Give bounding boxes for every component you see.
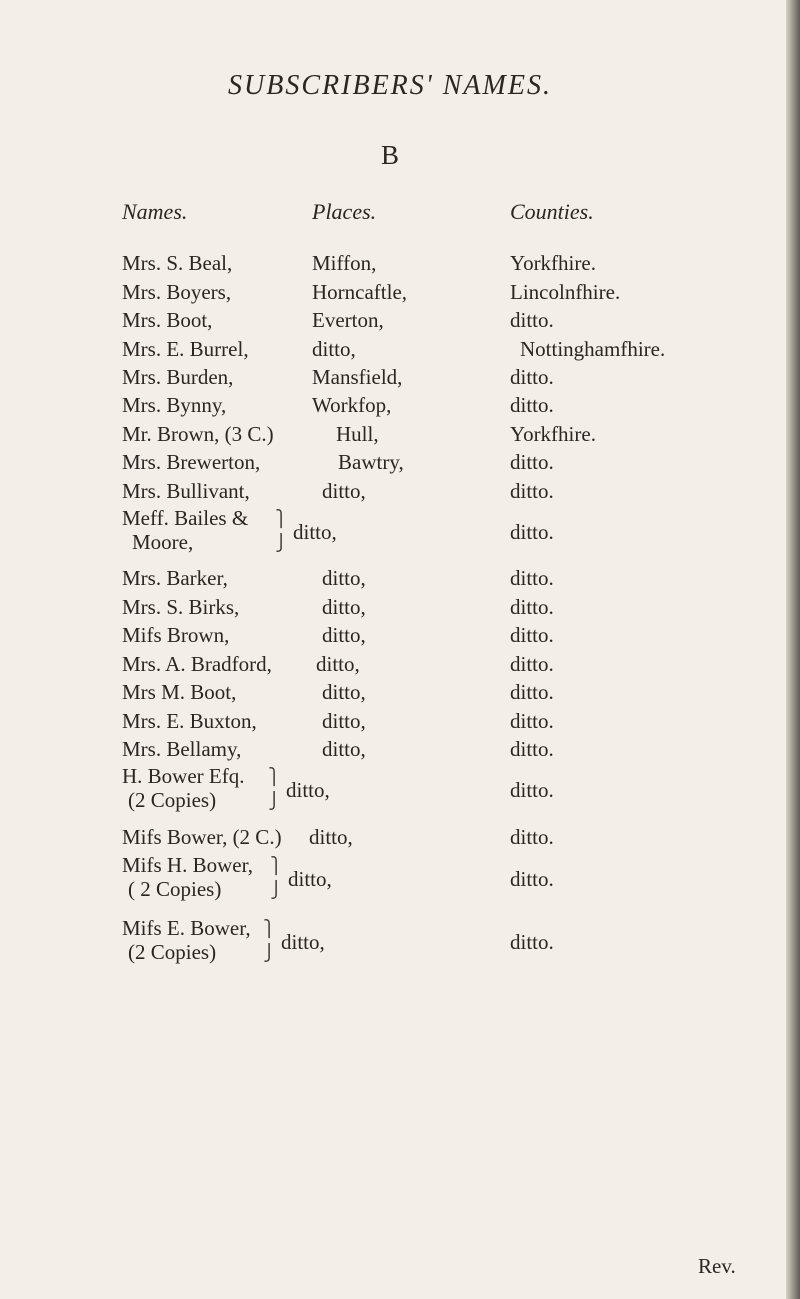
subscriber-place: Hull, bbox=[336, 422, 379, 446]
subscriber-place: ditto, bbox=[293, 520, 337, 544]
subscriber-name: Mrs. Boyers, bbox=[122, 280, 232, 304]
subscriber-county: ditto. bbox=[510, 652, 554, 676]
brace-icon: ⎫ ⎭ bbox=[275, 511, 287, 552]
subscriber-county: Yorkfhire. bbox=[510, 251, 596, 275]
subscriber-name: Mr. Brown, (3 C.) bbox=[122, 422, 274, 446]
subscriber-county: ditto. bbox=[510, 520, 554, 544]
subscriber-place: ditto, bbox=[309, 825, 353, 849]
subscriber-name: Mrs. S. Birks, bbox=[122, 595, 240, 619]
subscriber-name-line1: H. Bower Efq. bbox=[122, 764, 245, 788]
subscriber-place: ditto, bbox=[322, 737, 366, 761]
page-edge bbox=[786, 0, 800, 1299]
subscriber-place: Horncaftle, bbox=[312, 280, 408, 304]
subscriber-name-line2: ( 2 Copies) bbox=[128, 877, 222, 901]
subscriber-name-line1: Mifs E. Bower, bbox=[122, 916, 251, 940]
subscriber-county: Lincolnfhire. bbox=[510, 280, 621, 304]
subscriber-name: Mifs Bower, (2 C.) bbox=[122, 825, 282, 849]
list-item bbox=[0, 764, 800, 816]
subscriber-place: ditto, bbox=[322, 623, 366, 647]
subscriber-place: ditto, bbox=[322, 479, 366, 503]
subscriber-county: ditto. bbox=[510, 566, 554, 590]
section-letter: B bbox=[380, 140, 399, 170]
subscriber-place: Workfop, bbox=[312, 393, 392, 417]
subscriber-county: ditto. bbox=[510, 365, 554, 389]
subscriber-name: Mrs. Brewerton, bbox=[122, 450, 261, 474]
subscriber-county: ditto. bbox=[510, 709, 554, 733]
subscriber-name-line1: Mifs H. Bower, bbox=[122, 853, 253, 877]
subscriber-place: Everton, bbox=[312, 308, 384, 332]
subscriber-county: ditto. bbox=[510, 825, 554, 849]
subscriber-place: ditto, bbox=[316, 652, 360, 676]
list-item bbox=[0, 916, 800, 968]
subscriber-name-line1: Meff. Bailes & bbox=[122, 506, 249, 530]
subscriber-county: ditto. bbox=[510, 393, 554, 417]
subscriber-place: ditto, bbox=[281, 930, 325, 954]
subscriber-name-line2: (2 Copies) bbox=[128, 788, 217, 812]
list-item bbox=[0, 506, 800, 558]
subscriber-name bbox=[122, 853, 253, 901]
subscriber-county: ditto. bbox=[510, 680, 554, 704]
subscriber-name bbox=[122, 764, 244, 812]
catchword: Rev. bbox=[698, 1254, 736, 1278]
header-counties: Counties. bbox=[510, 199, 594, 224]
subscriber-county: ditto. bbox=[510, 479, 554, 503]
subscriber-name: Mrs. Boot, bbox=[122, 308, 213, 332]
subscriber-name-line2: Moore, bbox=[132, 530, 194, 554]
subscriber-county: Nottinghamfhire. bbox=[520, 337, 666, 361]
subscriber-name: Mrs. Bullivant, bbox=[122, 479, 250, 503]
subscriber-name bbox=[122, 506, 248, 554]
subscriber-county: ditto. bbox=[510, 308, 554, 332]
subscriber-county: ditto. bbox=[510, 930, 554, 954]
subscriber-county: ditto. bbox=[510, 737, 554, 761]
subscriber-place: Miffon, bbox=[312, 251, 377, 275]
list-item bbox=[0, 853, 800, 905]
subscriber-place: ditto, bbox=[288, 867, 332, 891]
subscriber-place: ditto, bbox=[286, 778, 330, 802]
subscriber-place: ditto, bbox=[322, 709, 366, 733]
subscriber-name: Mrs. E. Burrel, bbox=[122, 337, 249, 361]
subscriber-place: ditto, bbox=[322, 595, 366, 619]
subscriber-name-line2: (2 Copies) bbox=[128, 940, 217, 964]
subscriber-name: Mrs. Bellamy, bbox=[122, 737, 242, 761]
header-names: Names. bbox=[122, 199, 188, 224]
subscriber-county: ditto. bbox=[510, 450, 554, 474]
brace-icon: ⎫ ⎭ bbox=[268, 769, 280, 810]
subscriber-county: ditto. bbox=[510, 595, 554, 619]
subscriber-place: ditto, bbox=[312, 337, 356, 361]
subscriber-name: Mrs. A. Bradford, bbox=[122, 652, 272, 676]
subscriber-place: Bawtry, bbox=[338, 450, 404, 474]
subscriber-name: Mrs. Bynny, bbox=[122, 393, 227, 417]
subscriber-county: ditto. bbox=[510, 778, 554, 802]
subscriber-place: ditto, bbox=[322, 566, 366, 590]
subscriber-name: Mifs Brown, bbox=[122, 623, 230, 647]
subscriber-place: ditto, bbox=[322, 680, 366, 704]
brace-icon: ⎫ ⎭ bbox=[270, 858, 282, 899]
subscriber-name: Mrs M. Boot, bbox=[122, 680, 237, 704]
subscriber-county: ditto. bbox=[510, 623, 554, 647]
subscriber-county: ditto. bbox=[510, 867, 554, 891]
subscriber-name: Mrs. Burden, bbox=[122, 365, 234, 389]
header-places: Places. bbox=[312, 199, 377, 224]
subscriber-place: Mansfield, bbox=[312, 365, 403, 389]
page-title: SUBSCRIBERS' NAMES. bbox=[228, 70, 552, 101]
subscriber-name: Mrs. Barker, bbox=[122, 566, 228, 590]
brace-icon: ⎫ ⎭ bbox=[263, 921, 275, 962]
subscriber-name: Mrs. E. Buxton, bbox=[122, 709, 257, 733]
subscriber-name: Mrs. S. Beal, bbox=[122, 251, 233, 275]
subscriber-name bbox=[122, 916, 251, 964]
subscriber-county: Yorkfhire. bbox=[510, 422, 596, 446]
